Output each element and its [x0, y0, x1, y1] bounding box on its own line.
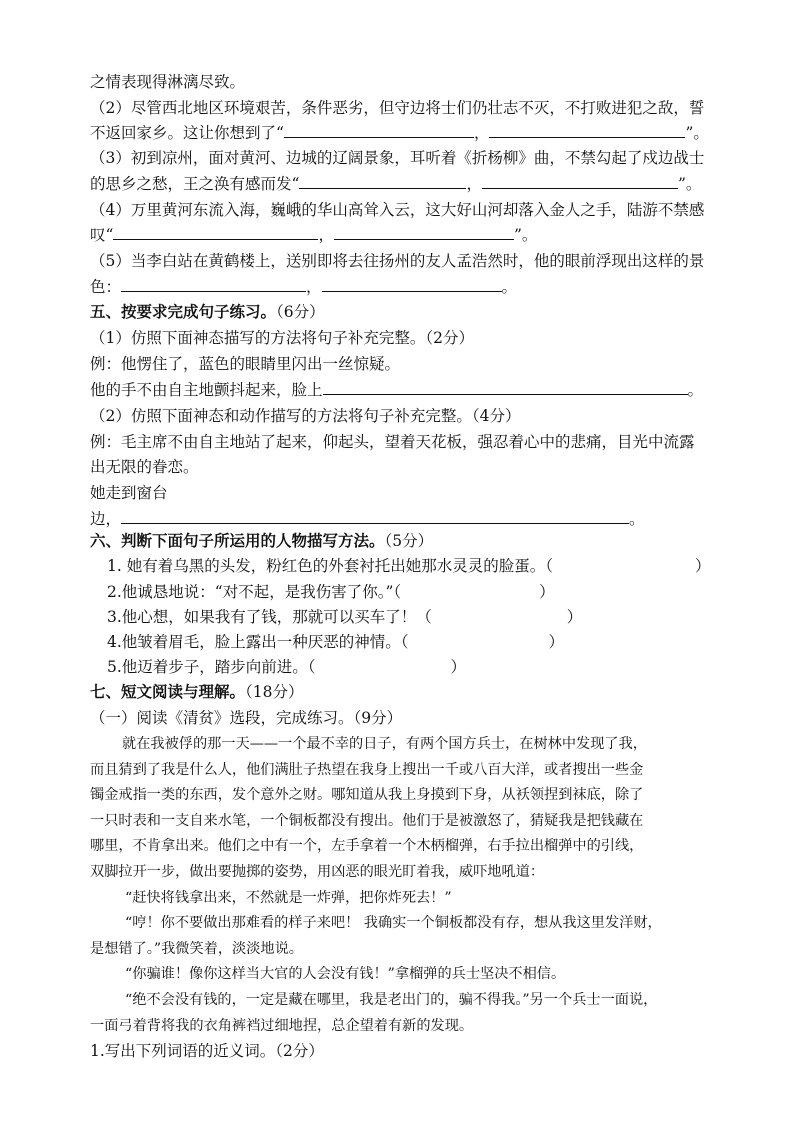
- q4-item-2-line-a: （2）尽管西北地区环境艰苦，条件恶劣，但守边将士们仍壮志不灭，不打败进犯之敌，誓: [90, 99, 705, 117]
- q5-part-2-prefix: 边，: [90, 510, 122, 528]
- passage-line: 哪里，不肯拿出来。他们之中有一个，左手拿着一个木柄榴弹，右手拉出榴弹中的引线，: [90, 838, 644, 854]
- q6-item-text: 3.他心想，如果我有了钱，那就可以买车了！（: [107, 608, 432, 626]
- quote-end: ”。: [685, 124, 709, 142]
- section-7-title: 七、短文阅读与理解。: [90, 682, 246, 701]
- passage-line: 而且猜到了我是什么人，他们满肚子热望在我身上搜出一千或八百大洋，或者搜出一些金: [90, 762, 644, 778]
- passage-line: 一只时表和一支自来水笔，一个铜板都没有搜出。他们于是被激怒了，猜疑我是把钱藏在: [90, 813, 644, 829]
- q4-item-5-prefix: 色：: [90, 278, 122, 296]
- period: 。: [687, 381, 704, 399]
- q6-item-4: [107, 632, 564, 652]
- q4-item-2-prefix: 不返回家乡。这让你想到了“: [90, 124, 284, 142]
- section-5-title: 五、按要求完成句子练习。: [90, 302, 277, 321]
- q4-line-1: 之情表现得淋漓尽致。: [90, 73, 246, 91]
- q5-part-1-prefix: 他的手不由自主地颤抖起来，脸上: [90, 381, 323, 399]
- q5-part-2-task-b: [90, 509, 645, 529]
- q4-item-4-line-b: [90, 225, 537, 245]
- q4-item-3-prefix: 的思乡之愁，王之涣有感而发“: [90, 175, 300, 193]
- comma: ，: [306, 278, 322, 296]
- passage-line: 一面弓着背将我的衣角裤裆过细地捏，总企望着有新的发现。: [90, 1018, 474, 1034]
- answer-blank[interactable]: [299, 174, 466, 189]
- q4-item-3-line-b: [90, 174, 701, 194]
- passage-line: 双脚拉开一步，做出要抛掷的姿势，用凶恶的眼光盯着我，威吓地吼道：: [90, 864, 545, 880]
- passage-line: 就在我被俘的那一天——一个最不幸的日子，有两个国方兵士，在树林中发现了我，: [122, 736, 647, 752]
- q6-item-1: [107, 556, 710, 576]
- paren-close: ）: [566, 608, 583, 626]
- section-5-heading: [90, 302, 325, 322]
- passage-line: 是想错了。”我微笑着，淡淡地说。: [90, 941, 303, 957]
- section-5-score: （6分）: [276, 303, 325, 321]
- section-6-heading: [90, 531, 433, 551]
- answer-blank[interactable]: [323, 380, 688, 395]
- comma: ，: [318, 226, 334, 244]
- section-7-heading: [90, 682, 304, 702]
- answer-blank[interactable]: [322, 277, 502, 292]
- q6-item-2: [107, 582, 555, 602]
- q6-item-3: [107, 607, 582, 627]
- paren-close: ）: [539, 583, 555, 601]
- comma: ，: [473, 124, 490, 142]
- passage-line: “绝不会没有钱的，一定是藏在哪里，我是老出门的，骗不得我。”另一个兵士一面说，: [125, 992, 658, 1008]
- q5-part-1-example: 例：他愣住了，蓝色的眼睛里闪出一丝惊疑。: [90, 355, 401, 373]
- comma: ，: [466, 175, 482, 193]
- q6-item-text: 2.他诚恳地说：“对不起，是我伤害了你。”（: [107, 583, 402, 601]
- answer-blank[interactable]: [482, 174, 678, 189]
- paren-close: ）: [548, 633, 565, 651]
- q4-item-5-line-a: （5）当李白站在黄鹤楼上，送别即将去往扬州的友人孟浩然时，他的眼前浮现出这样的景: [90, 252, 705, 270]
- passage-line: “你骗谁！像你这样当大官的人会没有钱！”拿榴弹的兵士坚决不相信。: [125, 966, 566, 982]
- q5-part-2-example-b: 出无限的眷恋。: [90, 458, 199, 476]
- q7-question-1: 1.写出下列词语的近义词。（2分）: [90, 1042, 324, 1060]
- answer-blank[interactable]: [334, 225, 514, 240]
- q6-item-text: 4.他皱着眉毛，脸上露出一种厌恶的神情。（: [107, 633, 409, 651]
- answer-blank[interactable]: [121, 277, 306, 292]
- quote-end: ”。: [513, 226, 538, 244]
- period: 。: [629, 510, 645, 528]
- section-7-score: （18分）: [245, 683, 304, 701]
- period: 。: [501, 278, 518, 296]
- q7-sub-1-heading: （一）阅读《清贫》选段，完成练习。（9分）: [90, 709, 403, 727]
- paren-close: ）: [694, 557, 711, 575]
- passage-line: “赶快将钱拿出来，不然就是一炸弹，把你炸死去！”: [125, 890, 452, 906]
- section-6-score: （5分）: [384, 532, 434, 550]
- passage-line: “哼！你不要做出那难看的样子来吧！ 我确实一个铜板都没有存，想从我这里发洋财，: [125, 915, 662, 931]
- q4-item-5-line-b: [90, 277, 517, 297]
- q6-item-5: [107, 657, 466, 677]
- q4-item-4-prefix: 叹“: [90, 226, 114, 244]
- q6-item-text: 5.他迈着步子，踏步向前进。（: [107, 658, 316, 676]
- q5-part-2-task-a: 她走到窗台: [90, 484, 168, 502]
- q5-part-1-task: [90, 380, 703, 400]
- q6-item-text: 1. 她有着乌黑的头发，粉红色的外套衬托出她那水灵灵的脸蛋。（: [107, 557, 553, 575]
- q4-item-2-line-b: [90, 123, 709, 143]
- q5-part-2-instruction: （2）仿照下面神态和动作描写的方法将句子补充完整。（4分）: [90, 407, 521, 425]
- q5-part-1-instruction: （1）仿照下面神态描写的方法将句子补充完整。（2分）: [90, 329, 474, 347]
- q5-part-2-example-a: 例：毛主席不由自主地站了起来，仰起头，望着天花板，强忍着心中的悲痛，目光中流露: [90, 433, 695, 451]
- answer-blank[interactable]: [284, 123, 474, 138]
- answer-blank[interactable]: [489, 123, 685, 138]
- answer-blank[interactable]: [113, 225, 318, 240]
- q4-item-3-line-a: （3）初到凉州，面对黄河、边城的辽阔景象，耳听着《折杨柳》曲，不禁勾起了戍边战士: [90, 149, 705, 167]
- answer-blank[interactable]: [121, 509, 629, 524]
- section-6-title: 六、判断下面句子所运用的人物描写方法。: [90, 531, 385, 550]
- quote-end: ”。: [677, 175, 702, 193]
- paren-close: ）: [450, 658, 467, 676]
- passage-line: 镯金戒指一类的东西，发个意外之财。哪知道从我上身摸到下身，从袄领捏到袜底，除了: [90, 787, 644, 803]
- q4-item-4-line-a: （4）万里黄河东流入海，巍峨的华山高耸入云，这大好山河却落入金人之手，陆游不禁感: [90, 201, 705, 219]
